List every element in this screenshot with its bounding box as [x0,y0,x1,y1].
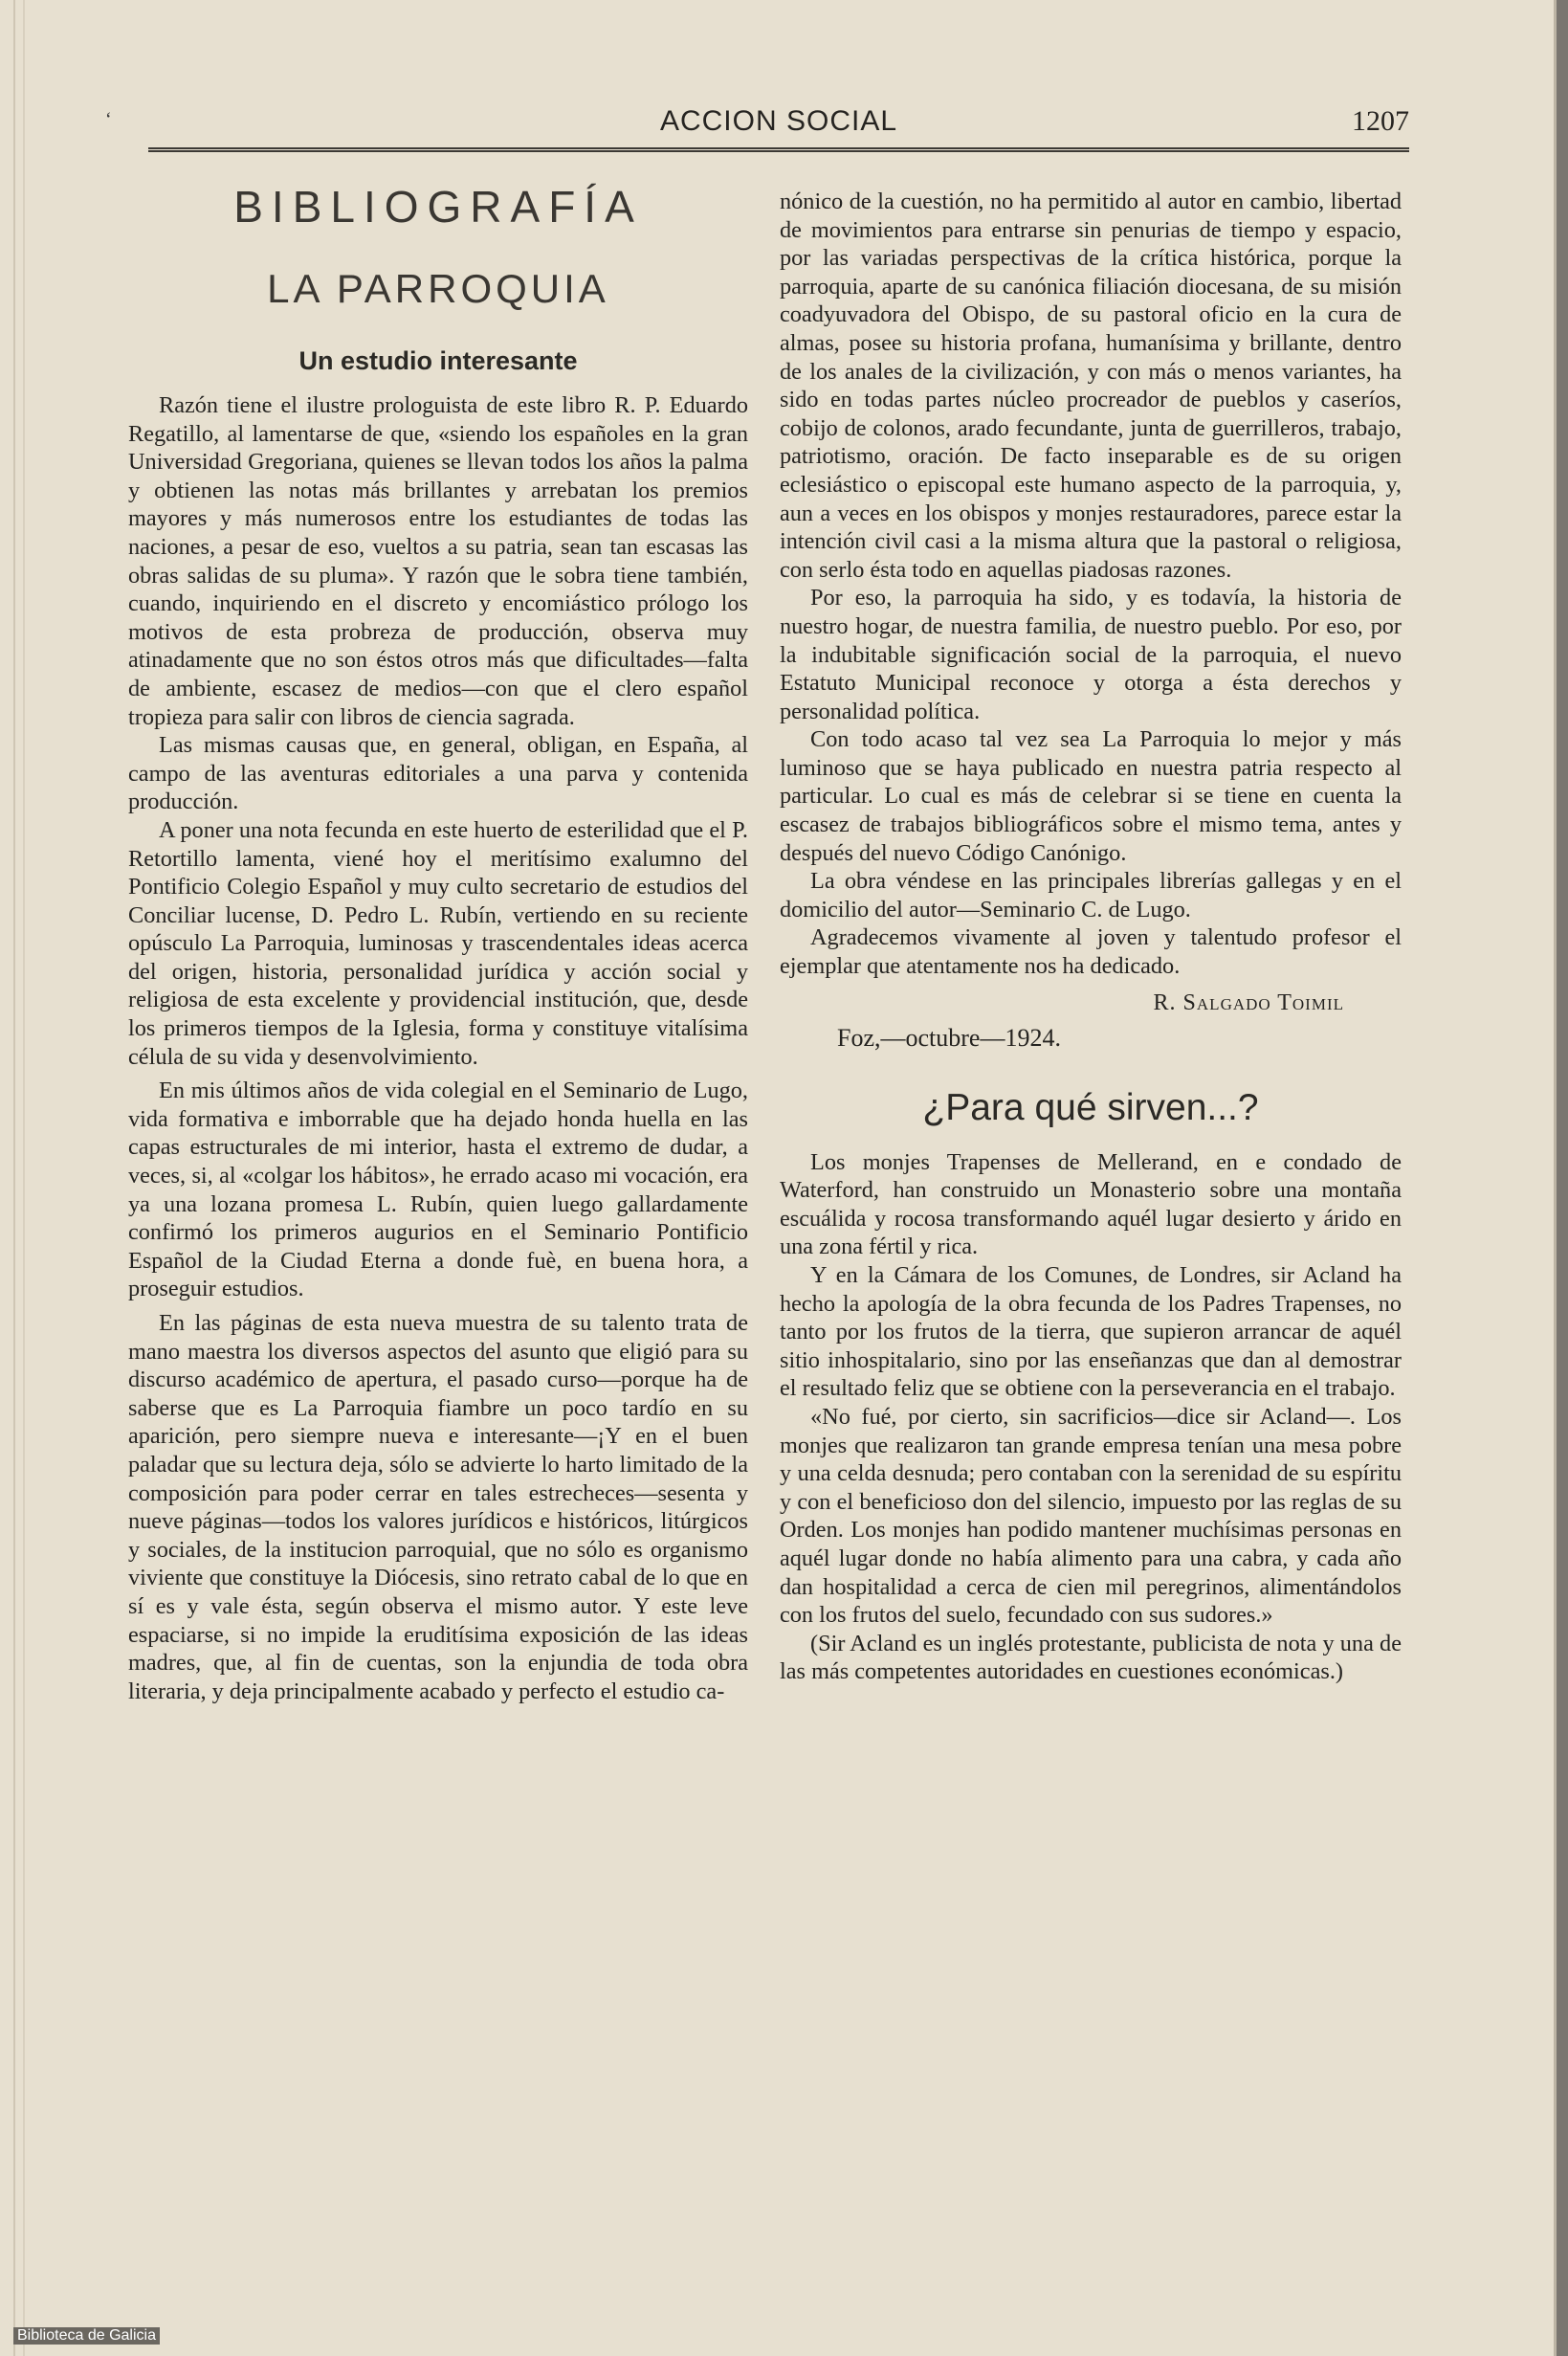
paragraph: En las páginas de esta nueva muestra de su talento trata de mano maestra los diversos aspectos del asunto que eligió para su discurso académico de apertura, el pasado curso—porque ha de saberse que es La Parroquia fiambre un poco tardío en su aparición, pero siempre nueva e interesante—¡Y en el buen paladar que su lectura deja, sólo se advierte lo harto limitado de la composición para poder cerrar en tales estrecheces—sesenta y nueve páginas—todos los valores jurídicos e históricos, litúrgicos y sociales, de la institucion parroquial, que no sólo es organismo viviente que constituye la Diócesis, sino retrato cabal de lo que en sí es y vale ésta, según observa el mismo autor. Y este leve espaciarse, si no impide la eruditísima exposición de las ideas madres, que, al fin de cuentas, son la enjundia de toda obra literaria, y deja principalmente acabado y perfecto el estudio ca- [128,1310,748,1704]
paragraph: Agradecemos vivamente al joven y talentudo profesor el ejemplar que atentamente nos ha dedicado. [780,924,1402,980]
paragraph: nónico de la cuestión, no ha permitido al autor en cambio, libertad de movimientos para entrarse sin penurias de tiempo y espacio, por las variadas perspectivas de la crítica histórica, porque la parroquia, aparte de su canónica filiación diocesana, de su misión coadyuvadora del Obispo, de su pastoral oficio en la cura de almas, posee su historia profana, humanísima y brillante, dentro de los anales de la civilización, y con más o menos variantes, ha sido en todas partes núcleo procreador de pueblos y caseríos, cobijo de colonos, arado fecundante, junta de guerrilleros, trabajo, patriotismo, oración. De facto inseparable es de su origen eclesiástico o episcopal este humano aspecto de la parroquia, y, aun a veces en los obispos y monjes restauradores, parece estar la intención civil casi a la misma altura que la pastoral o religiosa, con serlo ésta todo en aquellas piadosas razones. [780,189,1402,583]
right-column [780,188,1402,1686]
journal-title: ACCION SOCIAL [659,105,898,137]
article-title-2: ¿Para qué sirven...? [922,1086,1259,1128]
paragraph: Y en la Cámara de los Comunes, de Londres, sir Acland ha hecho la apología de la obra fecunda de los Padres Trapenses, no tanto por los frutos de la tierra, que supieron arrancar de aquél sitio inhospitalario, sino por las enseñanzas que dan al demostrar el resultado feliz que se obtiene con la perseverancia en el trabajo. [780,1262,1402,1402]
paragraph: Los monjes Trapenses de Mellerand, en e condado de Waterford, han construido un Monasterio sobre una montaña escuálida y rocosa transformando aquél lugar desierto y árido en una zona fértil y rica. [780,1148,1402,1260]
paragraph: Por eso, la parroquia ha sido, y es todavía, la historia de nuestro hogar, de nuestra familia, de nuestro pueblo. Por eso, por la indubitable significación social de la parroquia, el nuevo Estatuto Municipal reconoce y otorga a ésta derechos y personalidad política. [780,585,1402,724]
page-fold-line [13,0,15,2356]
author-signature: R. Salgado Toimil [1153,989,1344,1015]
paragraph: (Sir Acland es un inglés protestante, publicista de nota y una de las más competentes autoridades en cuestiones económicas.) [780,1630,1402,1685]
paragraph: En mis últimos años de vida colegial en el Seminario de Lugo, vida formativa e imborrable que ha dejado honda huella en las capas estructurales de mi interior, hasta el extremo de dudar, a veces, si, al «colgar los hábitos», he errado acaso mi vocación, era ya una lozana promesa L. Rubín, quien luego gallardamente confirmó los primeros augurios en el Seminario Pontificio Español de la Ciudad Eterna a donde fuè, en buena hora, a proseguir estudios. [128,1078,748,1302]
left-column [128,182,748,1705]
page-number: 1207 [1352,105,1409,137]
page-header [105,101,1409,152]
page-fold-line-2 [23,0,25,2356]
section-title: BIBLIOGRAFÍA [233,182,643,232]
paragraph: «No fué, por cierto, sin sacrificios—dice sir Acland—. Los monjes que realizaron tan grande empresa tenían una mesa pobre y una celda desnuda; pero contaban con la serenidad de su espíritu y con el beneficioso don del silencio, impuesto por las reglas de su Orden. Los monjes han podido mantener muchísimas personas en aquél lugar donde no había alimento para una cabra, y cada año dan hospitalidad a cerca de cien mil peregrinos, alimentándolos con los frutos del suelo, fecundado con sus sudores.» [780,1403,1402,1629]
paragraph: A poner una nota fecunda en este huerto de esterilidad que el P. Retortillo lamenta, viené hoy el meritísimo exalumno del Pontificio Colegio Español y muy culto secretario de estudios del Conciliar lucense, D. Pedro L. Rubín, vertiendo en su reciente opúsculo La Parroquia, luminosas y trascendentales ideas acerca del origen, historia, personalidad jurídica y acción social y religiosa de esta excelente y providencial institución, que, desde los primeros tiempos de la Iglesia, forma y constituye vitalísima célula de su vida y desenvolvimiento. [128,816,748,1070]
paragraph: Las mismas causas que, en general, obligan, en España, al campo de las aventuras editoriales a una parva y contenida producción. [128,732,748,815]
article-date: Foz,—octubre—1924. [837,1023,1061,1052]
article-subtitle: Un estudio interesante [298,346,578,375]
header-mark: ‘ [105,109,112,130]
article-title: LA PARROQUIA [267,266,609,311]
library-credit: Biblioteca de Galicia [13,2327,160,2345]
paragraph: Razón tiene el ilustre prologuista de este libro R. P. Eduardo Regatillo, al lamentarse de que, «siendo los españoles en la gran Universidad Gregoriana, quienes se llevan todos los años la palma y obtienen las notas más brillantes y arrebatan los premios mayores y más numerosos entre los estudiantes de todas las naciones, a pesar de eso, vueltos a su patria, sean tan escasas las obras salidas de su pluma». Y razón que le sobra tiene también, cuando, inquiriendo en el discreto y encomiástico prólogo los motivos de esta probreza de producción, observa muy atinadamente que no son éstos otros más que dificultades—falta de ambiente, escasez de medios—con que el clero español tropieza para salir con libros de ciencia sagrada. [128,392,748,730]
paragraph: La obra véndese en las principales librerías gallegas y en el domicilio del autor—Seminario C. de Lugo. [780,868,1402,922]
paragraph: Con todo acaso tal vez sea La Parroquia lo mejor y más luminoso que se haya publicado en nuestra patria respecto al particular. Lo cual es más de celebrar si se tiene en cuenta la escasez de trabajos bibliográficos sobre el mismo tema, antes y después del nuevo Código Canónigo. [780,726,1402,866]
